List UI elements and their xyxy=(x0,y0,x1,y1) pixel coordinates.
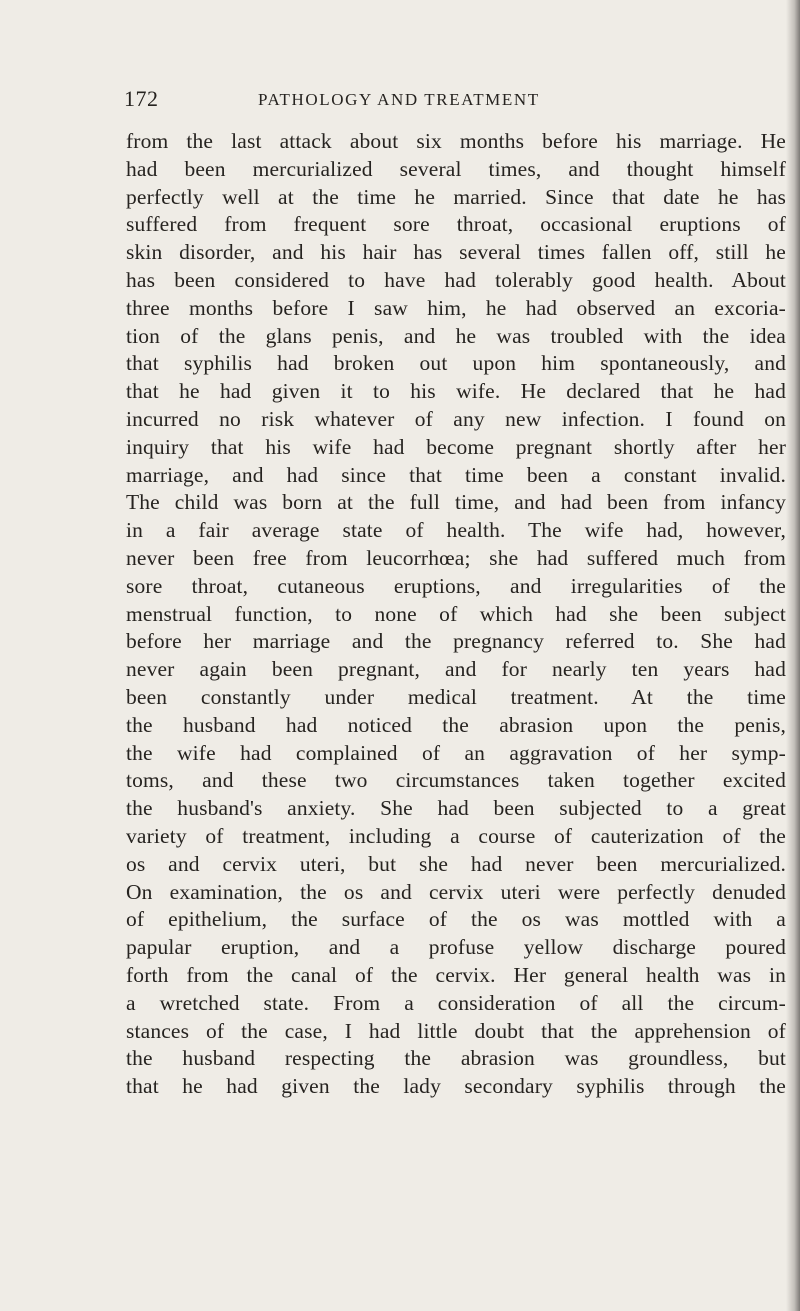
text-line: skin disorder, and his hair has several times fallen off, still he xyxy=(126,240,786,265)
text-line: that he had given the lady secondary syphilis through the xyxy=(126,1074,786,1099)
text-line: the husband's anxiety. She had been subjected to a great xyxy=(126,796,786,821)
text-line: suffered from frequent sore throat, occasional eruptions of xyxy=(126,212,786,237)
text-line: before her marriage and the pregnancy referred to. She had xyxy=(126,629,786,654)
text-line: the wife had complained of an aggravation of her symp- xyxy=(126,740,786,765)
text-line: of epithelium, the surface of the os was mottled with a xyxy=(126,907,786,932)
text-line: from the last attack about six months before his marriage. He xyxy=(126,129,786,153)
text-line: variety of treatment, including a course of cauterization of the xyxy=(126,823,786,848)
text-line: sore throat, cutaneous eruptions, and irregularities of the xyxy=(126,573,786,598)
text-line: forth from the canal of the cervix. Her general health was in xyxy=(126,962,786,987)
text-line: has been considered to have had tolerably good health. About xyxy=(126,267,786,292)
body-text xyxy=(126,128,786,1101)
page-edge-shadow xyxy=(786,0,800,1311)
text-line: never again been pregnant, and for nearly ten years had xyxy=(126,657,786,682)
running-head: PATHOLOGY AND TREATMENT xyxy=(258,90,540,109)
text-line: marriage, and had since that time been a constant invalid. xyxy=(126,462,786,487)
text-line: menstrual function, to none of which had she been subject xyxy=(126,601,786,626)
text-line: stances of the case, I had little doubt that the apprehension of xyxy=(126,1018,786,1043)
text-line: incurred no risk whatever of any new infection. I found on xyxy=(126,406,786,431)
page-header xyxy=(0,86,800,116)
text-line: papular eruption, and a profuse yellow discharge poured xyxy=(126,935,786,960)
text-line: perfectly well at the time he married. Since that date he has xyxy=(126,184,786,209)
text-line: On examination, the os and cervix uteri were perfectly denuded xyxy=(126,879,786,904)
text-line: that he had given it to his wife. He declared that he had xyxy=(126,379,786,404)
text-line: The child was born at the full time, and had been from infancy xyxy=(126,490,786,515)
page-number: 172 xyxy=(124,86,159,111)
text-line: never been free from leucorrhœa; she had suffered much from xyxy=(126,545,786,570)
text-line: inquiry that his wife had become pregnant shortly after her xyxy=(126,434,786,459)
text-line: in a fair average state of health. The wife had, however, xyxy=(126,518,786,543)
text-line: toms, and these two circumstances taken together excited xyxy=(126,768,786,793)
text-line: tion of the glans penis, and he was troubled with the idea xyxy=(126,323,786,348)
text-line: that syphilis had broken out upon him spontaneously, and xyxy=(126,351,786,376)
text-line: os and cervix uteri, but she had never been mercurialized. xyxy=(126,851,786,876)
text-line: three months before I saw him, he had observed an excoria- xyxy=(126,295,786,320)
text-line: had been mercurialized several times, and thought himself xyxy=(126,156,786,181)
text-line: the husband respecting the abrasion was groundless, but xyxy=(126,1046,786,1071)
text-line: been constantly under medical treatment. At the time xyxy=(126,684,786,709)
text-line: a wretched state. From a consideration of all the circum- xyxy=(126,990,786,1015)
text-line: the husband had noticed the abrasion upon the penis, xyxy=(126,712,786,737)
